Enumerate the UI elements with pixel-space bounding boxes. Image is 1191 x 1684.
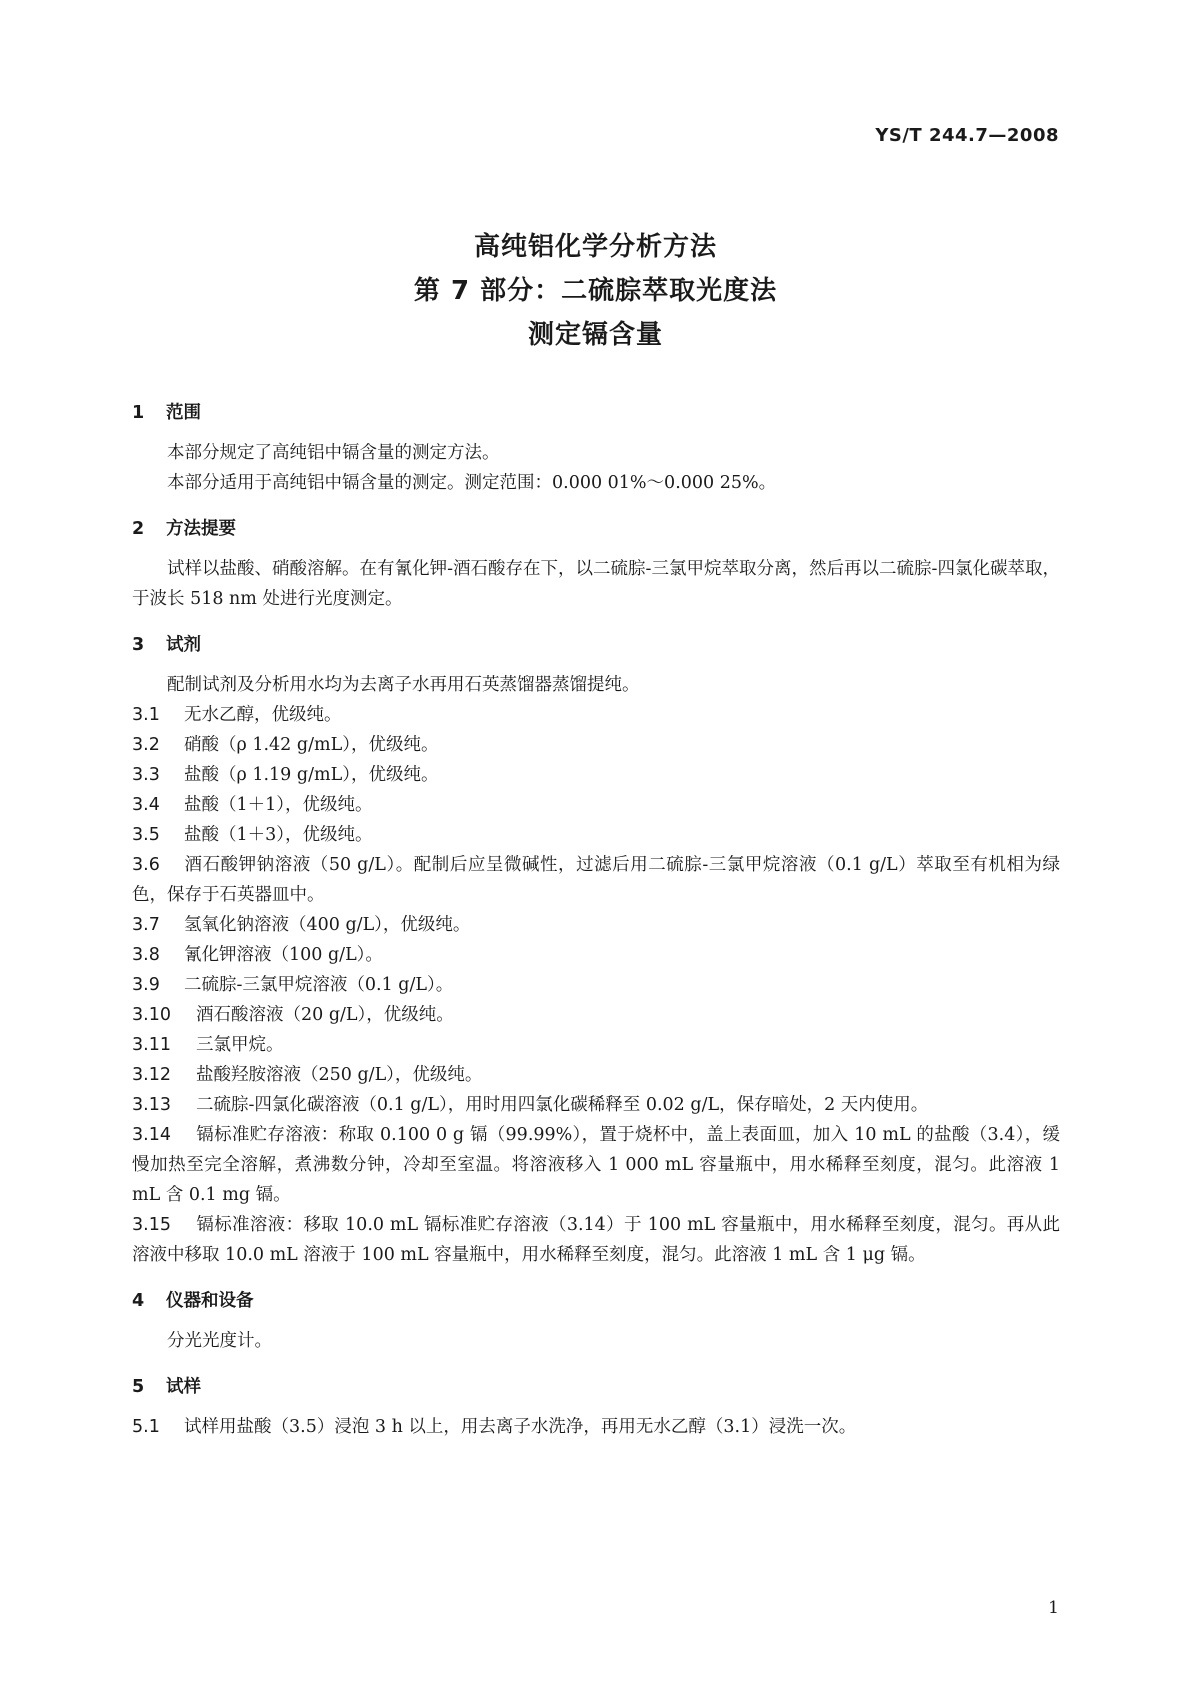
section-number: 4 [132,1291,145,1311]
section-title: 方法提要 [166,519,236,539]
section-heading-reagents [132,632,1060,658]
clause-item [132,1060,1060,1090]
clause-item [132,730,1060,760]
standard-code: YS/T 244.7—2008 [875,125,1059,146]
clause-number: 3.6 [132,855,160,875]
clause-number: 3.9 [132,975,160,995]
clause-text: 盐酸（1＋1），优级纯。 [184,795,373,815]
document-body [132,400,1060,1442]
clause-text: 盐酸（ρ 1.19 g/mL），优级纯。 [184,765,439,785]
section-heading-principle [132,516,1060,542]
clause-text: 镉标准贮存溶液：称取 0.100 0 g 镉（99.99%），置于烧杯中，盖上表面皿，加入 10 mL 的盐酸（3.4），缓慢加热至完全溶解，煮沸数分钟，冷却至室温。将溶液移入 1 000 mL 容量瓶中，用水稀释至刻度，混匀。此溶液 1 mL 含 0.1 mg 镉。 [132,1125,1060,1205]
section-heading-apparatus [132,1288,1060,1314]
clause-text: 氢氧化钠溶液（400 g/L），优级纯。 [184,915,471,935]
title-line-1: 高纯铝化学分析方法 [473,232,717,262]
clause-number: 3.5 [132,825,160,845]
clause-item [132,760,1060,790]
clause-number: 3.12 [132,1065,171,1085]
clause-text: 氰化钾溶液（100 g/L）。 [184,945,383,965]
clause-item [132,1412,1060,1442]
clause-number: 3.7 [132,915,160,935]
clause-item [132,1030,1060,1060]
clause-text: 酒石酸钾钠溶液（50 g/L）。配制后应呈微碱性，过滤后用二硫腙-三氯甲烷溶液（0.1 g/L）萃取至有机相为绿色，保存于石英器皿中。 [132,855,1060,905]
clause-number: 3.14 [132,1125,171,1145]
clause-item [132,1090,1060,1120]
section-number: 3 [132,635,145,655]
clause-text: 试样用盐酸（3.5）浸泡 3 h 以上，用去离子水洗净，再用无水乙醇（3.1）浸洗一次。 [184,1417,857,1437]
clause-number: 3.10 [132,1005,171,1025]
clause-item [132,1000,1060,1030]
clause-text: 酒石酸溶液（20 g/L），优级纯。 [196,1005,454,1025]
clause-text: 三氯甲烷。 [196,1035,284,1055]
paragraph: 配制试剂及分析用水均为去离子水再用石英蒸馏器蒸馏提纯。 [167,675,640,695]
section-number: 5 [132,1377,145,1397]
clause-number: 3.3 [132,765,160,785]
clause-item [132,700,1060,730]
title-line-2: 第 7 部分：二硫腙萃取光度法 [413,276,778,306]
title-line-3: 测定镉含量 [527,320,663,350]
section-title: 范围 [166,403,201,423]
clause-number: 3.13 [132,1095,171,1115]
clause-text: 盐酸羟胺溶液（250 g/L），优级纯。 [196,1065,483,1085]
clause-number: 3.2 [132,735,160,755]
section-heading-scope [132,400,1060,426]
section-title: 试剂 [166,635,201,655]
clause-text: 硝酸（ρ 1.42 g/mL），优级纯。 [184,735,439,755]
paragraph: 本部分规定了高纯铝中镉含量的测定方法。 [167,443,500,463]
paragraph: 试样以盐酸、硝酸溶解。在有氰化钾-酒石酸存在下，以二硫腙-三氯甲烷萃取分离，然后再以二硫腙-四氯化碳萃取，于波长 518 nm 处进行光度测定。 [132,559,1060,609]
clause-item [132,820,1060,850]
clause-text: 二硫腙-三氯甲烷溶液（0.1 g/L）。 [184,975,454,995]
clause-item [132,910,1060,940]
clause-item [132,970,1060,1000]
paragraph: 本部分适用于高纯铝中镉含量的测定。测定范围：0.000 01%～0.000 25%。 [167,473,777,493]
page-number: 1 [1048,1598,1059,1618]
section-heading-sample [132,1374,1060,1400]
clause-item [132,1120,1060,1210]
clause-number: 5.1 [132,1417,160,1437]
clause-text: 二硫腙-四氯化碳溶液（0.1 g/L），用时用四氯化碳稀释至 0.02 g/L，保存暗处，2 天内使用。 [196,1095,929,1115]
section-number: 1 [132,403,145,423]
clause-item [132,790,1060,820]
section-title: 试样 [166,1377,201,1397]
section-title: 仪器和设备 [166,1291,254,1311]
paragraph: 分光光度计。 [167,1331,272,1351]
clause-text: 盐酸（1＋3），优级纯。 [184,825,373,845]
clause-text: 无水乙醇，优级纯。 [184,705,342,725]
clause-number: 3.8 [132,945,160,965]
document-title [0,225,1191,357]
clause-item [132,850,1060,910]
section-number: 2 [132,519,145,539]
clause-number: 3.15 [132,1215,171,1235]
clause-item [132,940,1060,970]
clause-item [132,1210,1060,1270]
clause-text: 镉标准溶液：移取 10.0 mL 镉标准贮存溶液（3.14）于 100 mL 容量瓶中，用水稀释至刻度，混匀。再从此溶液中移取 10.0 mL 溶液于 100 mL 容量瓶中，用水稀释至刻度，混匀。此溶液 1 mL 含 1 μg 镉。 [132,1215,1060,1265]
clause-number: 3.1 [132,705,160,725]
clause-number: 3.4 [132,795,160,815]
clause-number: 3.11 [132,1035,171,1055]
